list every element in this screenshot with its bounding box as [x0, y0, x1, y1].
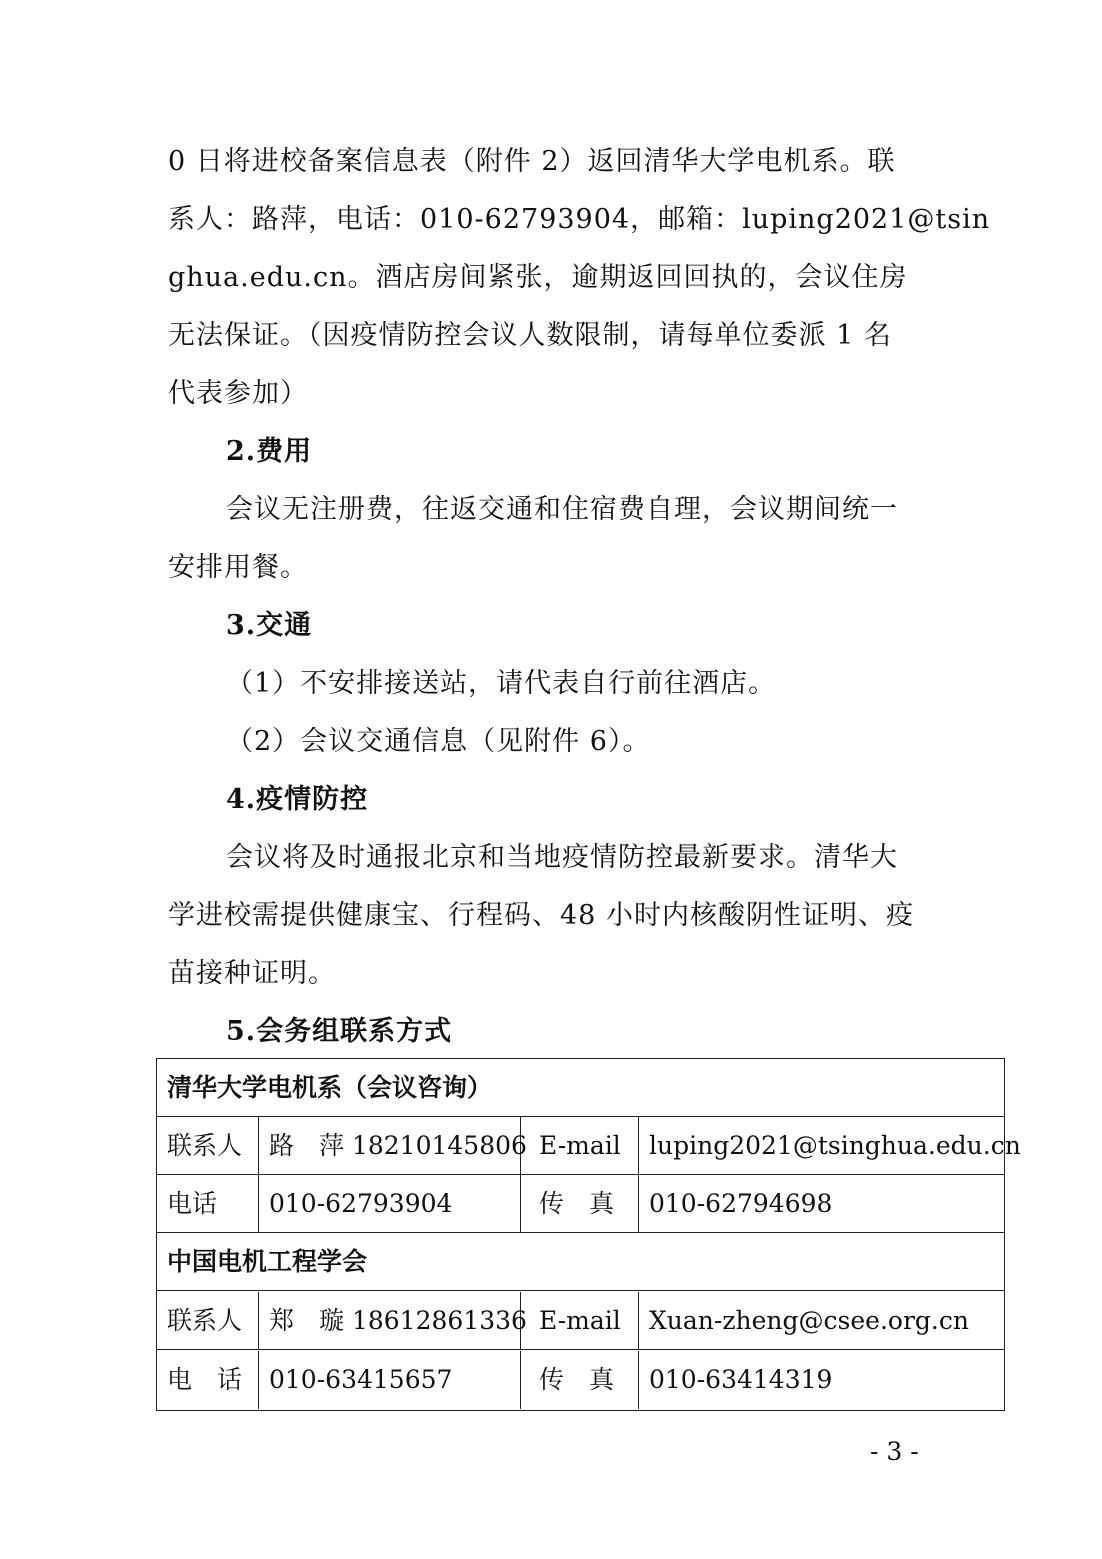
table-row-group1-contact	[157, 1117, 1021, 1175]
paragraph-line-3: ghua.edu.cn。酒店房间紧张，逾期返回回执的，会议住房	[168, 262, 908, 293]
table-group2-title: 中国电机工程学会	[167, 1247, 368, 1276]
group1-fax-value: 010-62794698	[649, 1189, 833, 1218]
group2-fax-label: 传 真	[521, 1351, 639, 1409]
group2-contact-value: 郑 璇 18612861336	[259, 1292, 521, 1350]
group2-contact-label: 联系人	[157, 1292, 259, 1350]
group1-email-value: luping2021@tsinghua.edu.cn	[649, 1131, 1021, 1160]
transport-line-2: （2）会议交通信息（见附件 6）。	[226, 726, 651, 757]
group2-email-label: E-mail	[521, 1292, 639, 1350]
fees-line-2: 安排用餐。	[168, 552, 308, 583]
group2-email-value: Xuan-zheng@csee.org.cn	[649, 1306, 969, 1335]
table-row-group2-contact	[157, 1292, 1004, 1350]
group1-email-label: E-mail	[521, 1117, 639, 1175]
table-group1-title: 清华大学电机系（会议咨询）	[167, 1073, 493, 1102]
section-title-fees: 2.费用	[226, 436, 313, 467]
epidemic-line-1: 会议将及时通报北京和当地疫情防控最新要求。清华大	[226, 842, 898, 873]
contacts-table	[156, 1058, 1021, 1411]
epidemic-line-3: 苗接种证明。	[168, 958, 336, 989]
section-title-epidemic-control: 4.疫情防控	[226, 784, 369, 815]
group1-phone-value: 010-62793904	[259, 1175, 521, 1233]
page-number: - 3 -	[870, 1437, 919, 1466]
paragraph-line-5: 代表参加）	[168, 378, 308, 409]
section-title-transport: 3.交通	[226, 610, 313, 641]
paragraph-line-4: 无法保证。（因疫情防控会议人数限制，请每单位委派 1 名	[168, 320, 892, 351]
table-row-group2-title	[157, 1233, 1004, 1291]
transport-line-1: （1）不安排接送站，请代表自行前往酒店。	[226, 668, 777, 699]
group1-fax-label: 传 真	[521, 1175, 639, 1233]
table-row-group2-phone	[157, 1351, 1004, 1409]
paragraph-line-1: 0 日将进校备案信息表（附件 2）返回清华大学电机系。联	[168, 146, 896, 177]
group2-fax-value: 010-63414319	[649, 1365, 833, 1394]
section-title-contacts: 5.会务组联系方式	[226, 1016, 453, 1047]
group1-contact-label: 联系人	[157, 1117, 259, 1175]
table-row-group1-title	[157, 1059, 1004, 1117]
fees-line-1: 会议无注册费，往返交通和住宿费自理，会议期间统一	[226, 494, 898, 525]
paragraph-line-2: 系人：路萍，电话：010-62793904，邮箱：luping2021@tsin	[168, 204, 991, 235]
group2-phone-label: 电 话	[157, 1351, 259, 1409]
group1-phone-label: 电话	[157, 1175, 259, 1233]
group1-contact-value: 路 萍 18210145806	[259, 1117, 521, 1175]
table-row-group1-phone	[157, 1175, 1004, 1233]
group2-phone-value: 010-63415657	[259, 1351, 521, 1409]
epidemic-line-2: 学进校需提供健康宝、行程码、48 小时内核酸阴性证明、疫	[168, 900, 914, 931]
